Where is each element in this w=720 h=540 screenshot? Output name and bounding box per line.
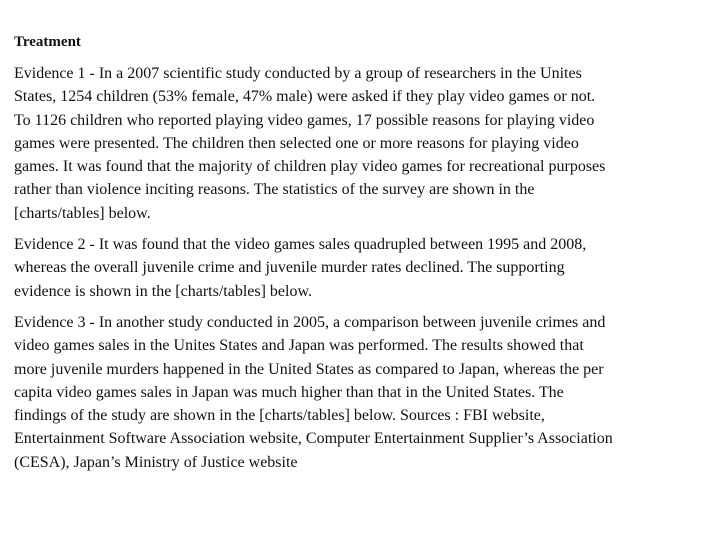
evidence-2-paragraph: Evidence 2 - It was found that the video games sales quadrupled between 1995 and 2008, whereas the overall juvenile crime and juvenile murder rates declined. The supporting evidence is shown in the [charts/tables] below.	[14, 236, 587, 300]
document-body	[14, 30, 614, 482]
section-heading: Treatment	[14, 34, 81, 50]
evidence-3-paragraph: Evidence 3 - In another study conducted in 2005, a comparison between juvenile crimes and video games sales in the Unites States and Japan was performed. The results showed that more juvenile murders happened in the United States as compared to Japan, whereas the per capita video games sales in Japan was much higher than that in the United States. The findings of the study are shown in the [charts/tables] below. Sources : FBI website, Entertainment Software Association website, Computer Entertainment Supplier’s Association (CESA), Japan’s Ministry of Justice website	[14, 313, 613, 471]
evidence-1-paragraph: Evidence 1 - In a 2007 scientific study conducted by a group of researchers in the Unites States, 1254 children (53% female, 47% male) were asked if they play video games or not. To 1126 children who reported playing video games, 17 possible reasons for playing video games were presented. The children then selected one or more reasons for playing video games. It was found that the majority of children play video games for recreational purposes rather than violence inciting reasons. The statistics of the survey are shown in the [charts/tables] below.	[14, 65, 606, 222]
